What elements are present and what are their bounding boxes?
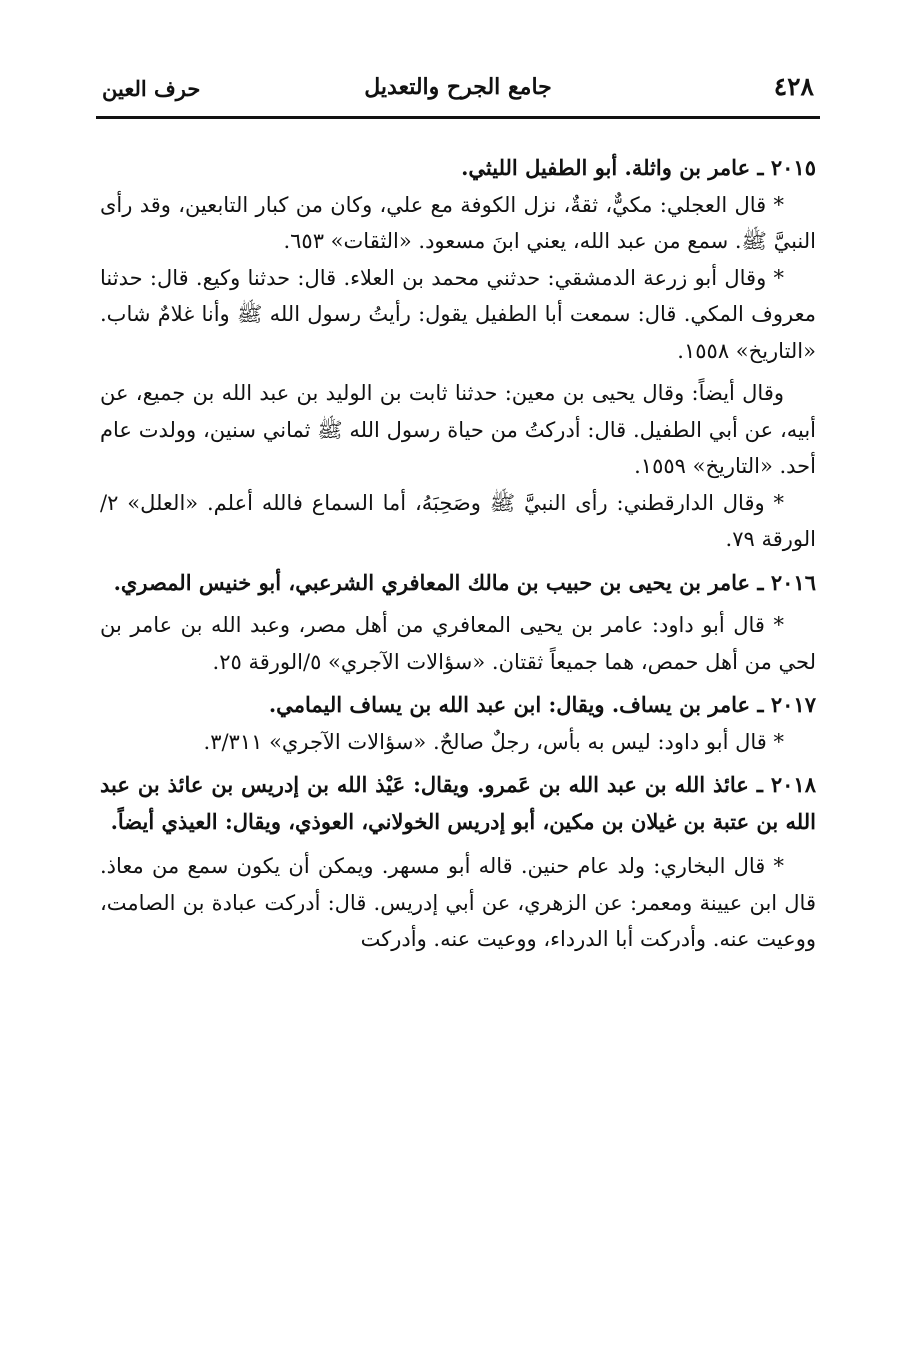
book-title: جامع الجرح والتعديل [364, 74, 552, 100]
entry-heading-2015: ٢٠١٥ ـ عامر بن واثلة. أبو الطفيل الليثي. [461, 155, 816, 180]
entry-heading-2016: ٢٠١٦ ـ عامر بن يحيى بن حبيب بن مالك المعافري الشرعبي، أبو خنيس المصري. [113, 569, 816, 595]
entry-2015-paragraph-2: * وقال أبو زرعة الدمشقي: حدثني محمد بن العلاء. قال: حدثنا وكيع. قال: حدثنا معروف المكي. قال: سمعت أبا الطفيل يقول: رأيتُ رسول الله ﷺ وأنا غلامٌ شاب. «التاريخ» ١٥٥٨. [100, 265, 816, 363]
entry-2016-paragraph-1: * قال أبو داود: عامر بن يحيى المعافري من أهل مصر، وعبد الله بن عامر بن لحي من أهل حمص، هما جميعاً ثقتان. «سؤالات الآجري» ٥/الورقة ٢٥. [100, 613, 816, 674]
section-title: حرف العين [102, 76, 201, 101]
running-header [96, 66, 820, 112]
entry-2015-paragraph-1: * قال العجلي: مكيٌّ، ثقةٌ، نزل الكوفة مع علي، وكان من كبار التابعين، وقد رأى النبيَّ ﷺ. سمع من عبد الله، يعني ابنَ مسعود. «الثقات» ٦٥٣. [100, 192, 816, 253]
page-number: ٤٢٨ [773, 72, 814, 101]
entry-2017-paragraph-1: * قال أبو داود: ليس به بأس، رجلٌ صالحٌ. «سؤالات الآجري» ٣/٣١١. [203, 729, 784, 754]
entry-heading-2017: ٢٠١٧ ـ عامر بن يساف. ويقال: ابن عبد الله بن يساف اليمامي. [268, 692, 816, 717]
entry-2018-paragraph-1: * قال البخاري: ولد عام حنين. قاله أبو مسهر. ويمكن أن يكون سمع من معاذ. قال ابن عيينة ومعمر: عن الزهري، عن أبي إدريس. قال: أدركت عبادة بن الصامت، ووعيت عنه. وأدركت أبا الدرداء، ووعيت عنه. وأدركت [100, 854, 816, 951]
entry-heading-2018: ٢٠١٨ ـ عائذ الله بن عبد الله بن عَمرو. ويقال: عَيْذ الله بن إدريس بن عائذ بن عبد الله بن عتبة بن غيلان بن مكين، أبو إدريس الخولاني، العوذي، ويقال: العيذي أيضاً. [100, 772, 816, 834]
header-rule [96, 116, 820, 119]
page-body [100, 150, 816, 958]
entry-2015-paragraph-4: * وقال الدارقطني: رأى النبيَّ ﷺ وصَحِبَهُ، أما السماع فالله أعلم. «العلل» ٢/الورقة ٧٩. [100, 490, 816, 551]
entry-2015-paragraph-3: وقال أيضاً: وقال يحيى بن معين: حدثنا ثابت بن الوليد بن عبد الله بن جميع، عن أبيه، عن أبي الطفيل. قال: أدركتُ من حياة رسول الله ﷺ ثماني سنين، وولدت عام أحد. «التاريخ» ١٥٥٩. [100, 381, 816, 478]
